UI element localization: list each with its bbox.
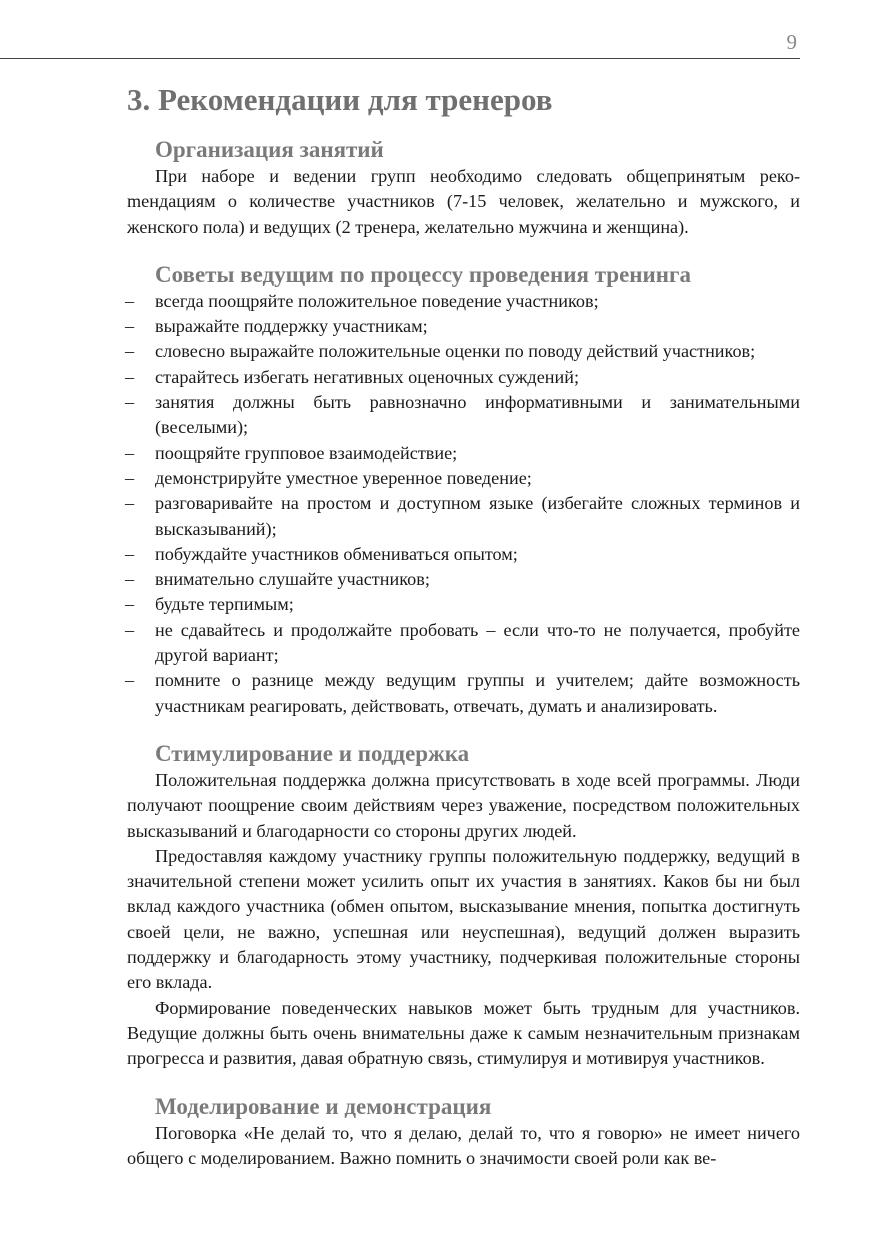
dash-marker: – <box>125 670 135 691</box>
section-title-tips: Советы ведущим по процессу проведения тренинга <box>155 261 691 287</box>
list-item <box>127 339 800 364</box>
section-title-organization: Организация занятий <box>155 137 384 162</box>
dash-marker: – <box>125 366 135 387</box>
section-title-stimulation: Стимулирование и поддержка <box>155 740 470 766</box>
list-item-text: разговаривайте на простом и доступном языке (избегайте сложных терминов и высказываний); <box>155 493 800 539</box>
modeling-paragraph-1: Поговорка «Не делай то, что я делаю, делай то, что я говорю» не имеет ничего общего с моделированием. Важно помнить о значимости своей роли как ве- <box>127 1122 800 1168</box>
list-item <box>127 668 800 719</box>
list-item <box>127 542 800 567</box>
header-rule <box>0 58 800 59</box>
list-item <box>127 592 800 617</box>
dash-marker: – <box>125 290 135 311</box>
dash-marker: – <box>125 316 135 337</box>
list-item <box>127 618 800 669</box>
page-number: 9 <box>786 30 798 54</box>
list-item-text: словесно выражайте положительные оценки по поводу действий участников; <box>155 341 756 362</box>
list-item <box>127 365 800 390</box>
dash-marker: – <box>125 543 135 564</box>
dash-marker: – <box>125 467 135 488</box>
chapter-title: 3. Рекомендации для тренеров <box>127 82 553 117</box>
list-item-text: будьте терпимым; <box>155 594 294 615</box>
dash-marker: – <box>125 619 135 640</box>
list-item <box>127 441 800 466</box>
list-item-text: не сдавайтесь и продолжайте пробовать – если что-то не получается, пробуйте другой вариант; <box>155 619 800 666</box>
list-item <box>127 289 800 314</box>
section-title-modeling: Моделирование и демонстрация <box>155 1093 492 1119</box>
tips-list <box>127 289 800 719</box>
list-item-text: занятия должны быть равнозначно информативными и занимательными (веселыми); <box>155 392 800 438</box>
stimulation-paragraph-1: Положительная поддержка должна присутствовать в ходе всей программы. Люди получают поощрение своим действиям через уважение, посредством положительных высказываний и благодарности со стороны других людей. <box>127 769 800 841</box>
page-content <box>127 80 800 1171</box>
list-item <box>127 314 800 339</box>
dash-marker: – <box>125 569 135 590</box>
list-item-text: внимательно слушайте участников; <box>155 569 430 590</box>
dash-marker: – <box>125 493 135 514</box>
list-item <box>127 567 800 592</box>
list-item-text: помните о разнице между ведущим группы и учителем; дайте возможность участникам реагировать, действовать, отвечать, думать и анализировать. <box>155 670 800 716</box>
list-item <box>127 390 800 441</box>
list-item-text: демонстрируйте уместное уверенное поведение; <box>155 467 532 488</box>
list-item-text: всегда поощряйте положительное поведение участников; <box>155 290 599 311</box>
dash-marker: – <box>125 442 135 463</box>
list-item-text: побуждайте участников обмениваться опытом; <box>155 543 518 564</box>
dash-marker: – <box>125 594 135 615</box>
stimulation-paragraph-2: Предоставляя каждому участнику группы положительную поддержку, ведущий в значительной степени может усилить опыт их участия в занятиях. Каков бы ни был вклад каждого участника (обмен опытом, высказывание мнения, попытка достигнуть своей цели, не важно, успешная или неуспешная), ведущий должен выразить поддержку и благодарность этому участнику, подчеркивая положительные стороны его вклада. <box>127 845 800 993</box>
list-item-text: старайтесь избегать негативных оценочных суждений; <box>155 366 580 387</box>
stimulation-paragraph-3: Формирование поведенческих навыков может быть трудным для участников. Ведущие должны быть очень внимательны даже к самым незначительным признакам прогресса и развития, давая обратную связь, стимулируя и мотивируя участников. <box>127 997 800 1069</box>
list-item-text: поощряйте групповое взаимодействие; <box>155 442 458 463</box>
dash-marker: – <box>125 341 135 362</box>
list-item <box>127 491 800 542</box>
organization-paragraph-1: При наборе и ведении групп необходимо следовать общепринятым рекоmендациям о количестве участников (7-15 человек, желательно и мужского, и женского пола) и ведущих (2 тренера, желательно мужчина и женщина). <box>127 166 800 237</box>
list-item-text: выражайте поддержку участникам; <box>155 316 428 337</box>
dash-marker: – <box>125 392 135 413</box>
list-item <box>127 466 800 491</box>
